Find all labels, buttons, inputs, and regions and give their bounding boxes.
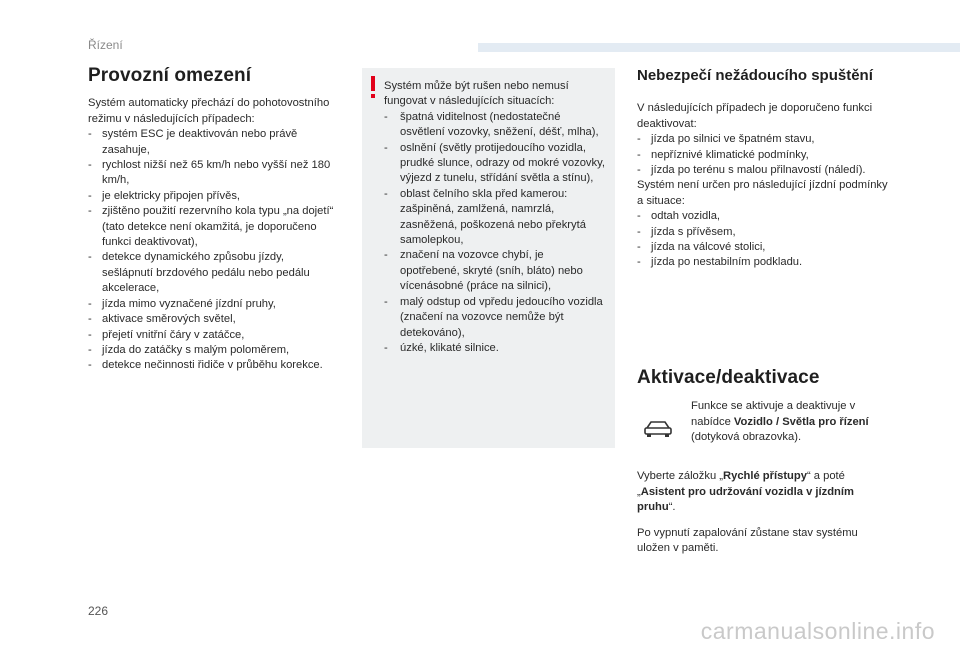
unintended-activation-heading: Nebezpečí nežádoucího spuštění xyxy=(637,67,873,84)
right-intro1: V následujících případech je doporučeno funkci deaktivovat: xyxy=(637,102,873,130)
quick-access-label: Rychlé přístupy xyxy=(723,470,807,483)
right-intro2: Systém není určen pro následující jízdní podmínky a situace: xyxy=(637,179,888,207)
list-item: - rychlost nižší než 65 km/h nebo vyšší než 180 km/h, xyxy=(88,158,338,189)
right-list-2 xyxy=(637,209,891,271)
list-item: - jízda po terénu s malou přilnavostí (náledí). xyxy=(637,163,891,178)
warning-intro: Systém může být rušen nebo nemusí fungovat v následujících situacích: xyxy=(384,80,569,108)
list-item: - jízda na válcové stolici, xyxy=(637,240,891,255)
activation-heading: Aktivace/deaktivace xyxy=(637,367,820,388)
list-item: - zjištěno použití rezervního kola typu „na dojetí“ (tato detekce není okamžitá, je doporučeno funkci deaktivovat), xyxy=(88,204,338,250)
operating-limits-heading: Provozní omezení xyxy=(88,65,252,86)
warning-list xyxy=(384,110,606,357)
list-item: - špatná viditelnost (nedostatečné osvětlení vozovky, sněžení, déšť, mlha), xyxy=(384,110,606,141)
car-icon xyxy=(643,419,673,439)
right-list-1 xyxy=(637,132,891,178)
exclamation-icon xyxy=(370,76,376,98)
lane-assist-label: Asistent pro udržování vozidla v jízdním pruhu xyxy=(637,485,854,514)
list-item: - aktivace směrových světel, xyxy=(88,312,338,327)
list-item: - jízda po nestabilním podkladu. xyxy=(637,255,891,270)
list-item: - nepříznivé klimatické podmínky, xyxy=(637,148,891,163)
list-item: - úzké, klikaté silnice. xyxy=(384,341,606,356)
left-list xyxy=(88,127,338,374)
list-item: - oslnění (světly protijedoucího vozidla, prudké slunce, odrazy od mokré vozovky, výjezd z tunelu, střídání světla a stínu), xyxy=(384,141,606,187)
list-item: - detekce dynamického způsobu jízdy, sešlápnutí brzdového pedálu nebo pedálu akcelerace, xyxy=(88,250,338,296)
list-item: - malý odstup od vpředu jedoucího vozidla (značení na vozovce nemůže být detekováno), xyxy=(384,295,606,341)
list-item: - jízda po silnici ve špatném stavu, xyxy=(637,132,891,147)
list-item: - jízda s přívěsem, xyxy=(637,225,891,240)
left-intro: Systém automaticky přechází do pohotovostního režimu v následujících případech: xyxy=(88,97,330,125)
list-item: - je elektricky připojen přívěs, xyxy=(88,189,338,204)
list-item: - detekce nečinnosti řidiče v průběhu korekce. xyxy=(88,358,338,373)
right-column xyxy=(637,68,891,271)
memory-note: Po vypnutí zapalování zůstane stav systému uložen v paměti. xyxy=(637,526,858,555)
activation-text: Funkce se aktivuje a deaktivuje v nabídce Vozidlo / Světla pro řízení (dotyková obrazovka). xyxy=(691,400,869,444)
list-item: - odtah vozidla, xyxy=(637,209,891,224)
header-bar xyxy=(478,43,960,52)
list-item: - přejetí vnitřní čáry v zatáčce, xyxy=(88,328,338,343)
menu-path: Vozidlo / Světla pro řízení xyxy=(733,415,869,428)
list-item: - značení na vozovce chybí, je opotřebené, skryté (sníh, bláto) nebo vícenásobné (práce na silnici), xyxy=(384,248,606,294)
list-item: - jízda do zatáčky s malým poloměrem, xyxy=(88,343,338,358)
warning-content xyxy=(384,79,606,356)
activation-row xyxy=(637,399,891,459)
watermark: carmanualsonline.info xyxy=(700,618,935,644)
page-number: 226 xyxy=(88,604,109,618)
list-item: - jízda mimo vyznačené jízdní pruhy, xyxy=(88,297,338,312)
list-item: - systém ESC je deaktivován nebo právě zasahuje, xyxy=(88,127,338,158)
list-item: - oblast čelního skla před kamerou: zašpiněná, zamlžená, namrzlá, zasněžená, poškozená nebo překrytá samolepkou, xyxy=(384,187,606,249)
warning-box xyxy=(362,68,615,448)
left-column xyxy=(88,65,338,374)
section-title: Řízení xyxy=(88,38,123,52)
activation-section xyxy=(637,367,891,556)
tab-instructions: Vyberte záložku „Rychlé přístupy“ a poté „Asistent pro udržování vozidla v jízdním pruhu“. xyxy=(637,470,854,514)
